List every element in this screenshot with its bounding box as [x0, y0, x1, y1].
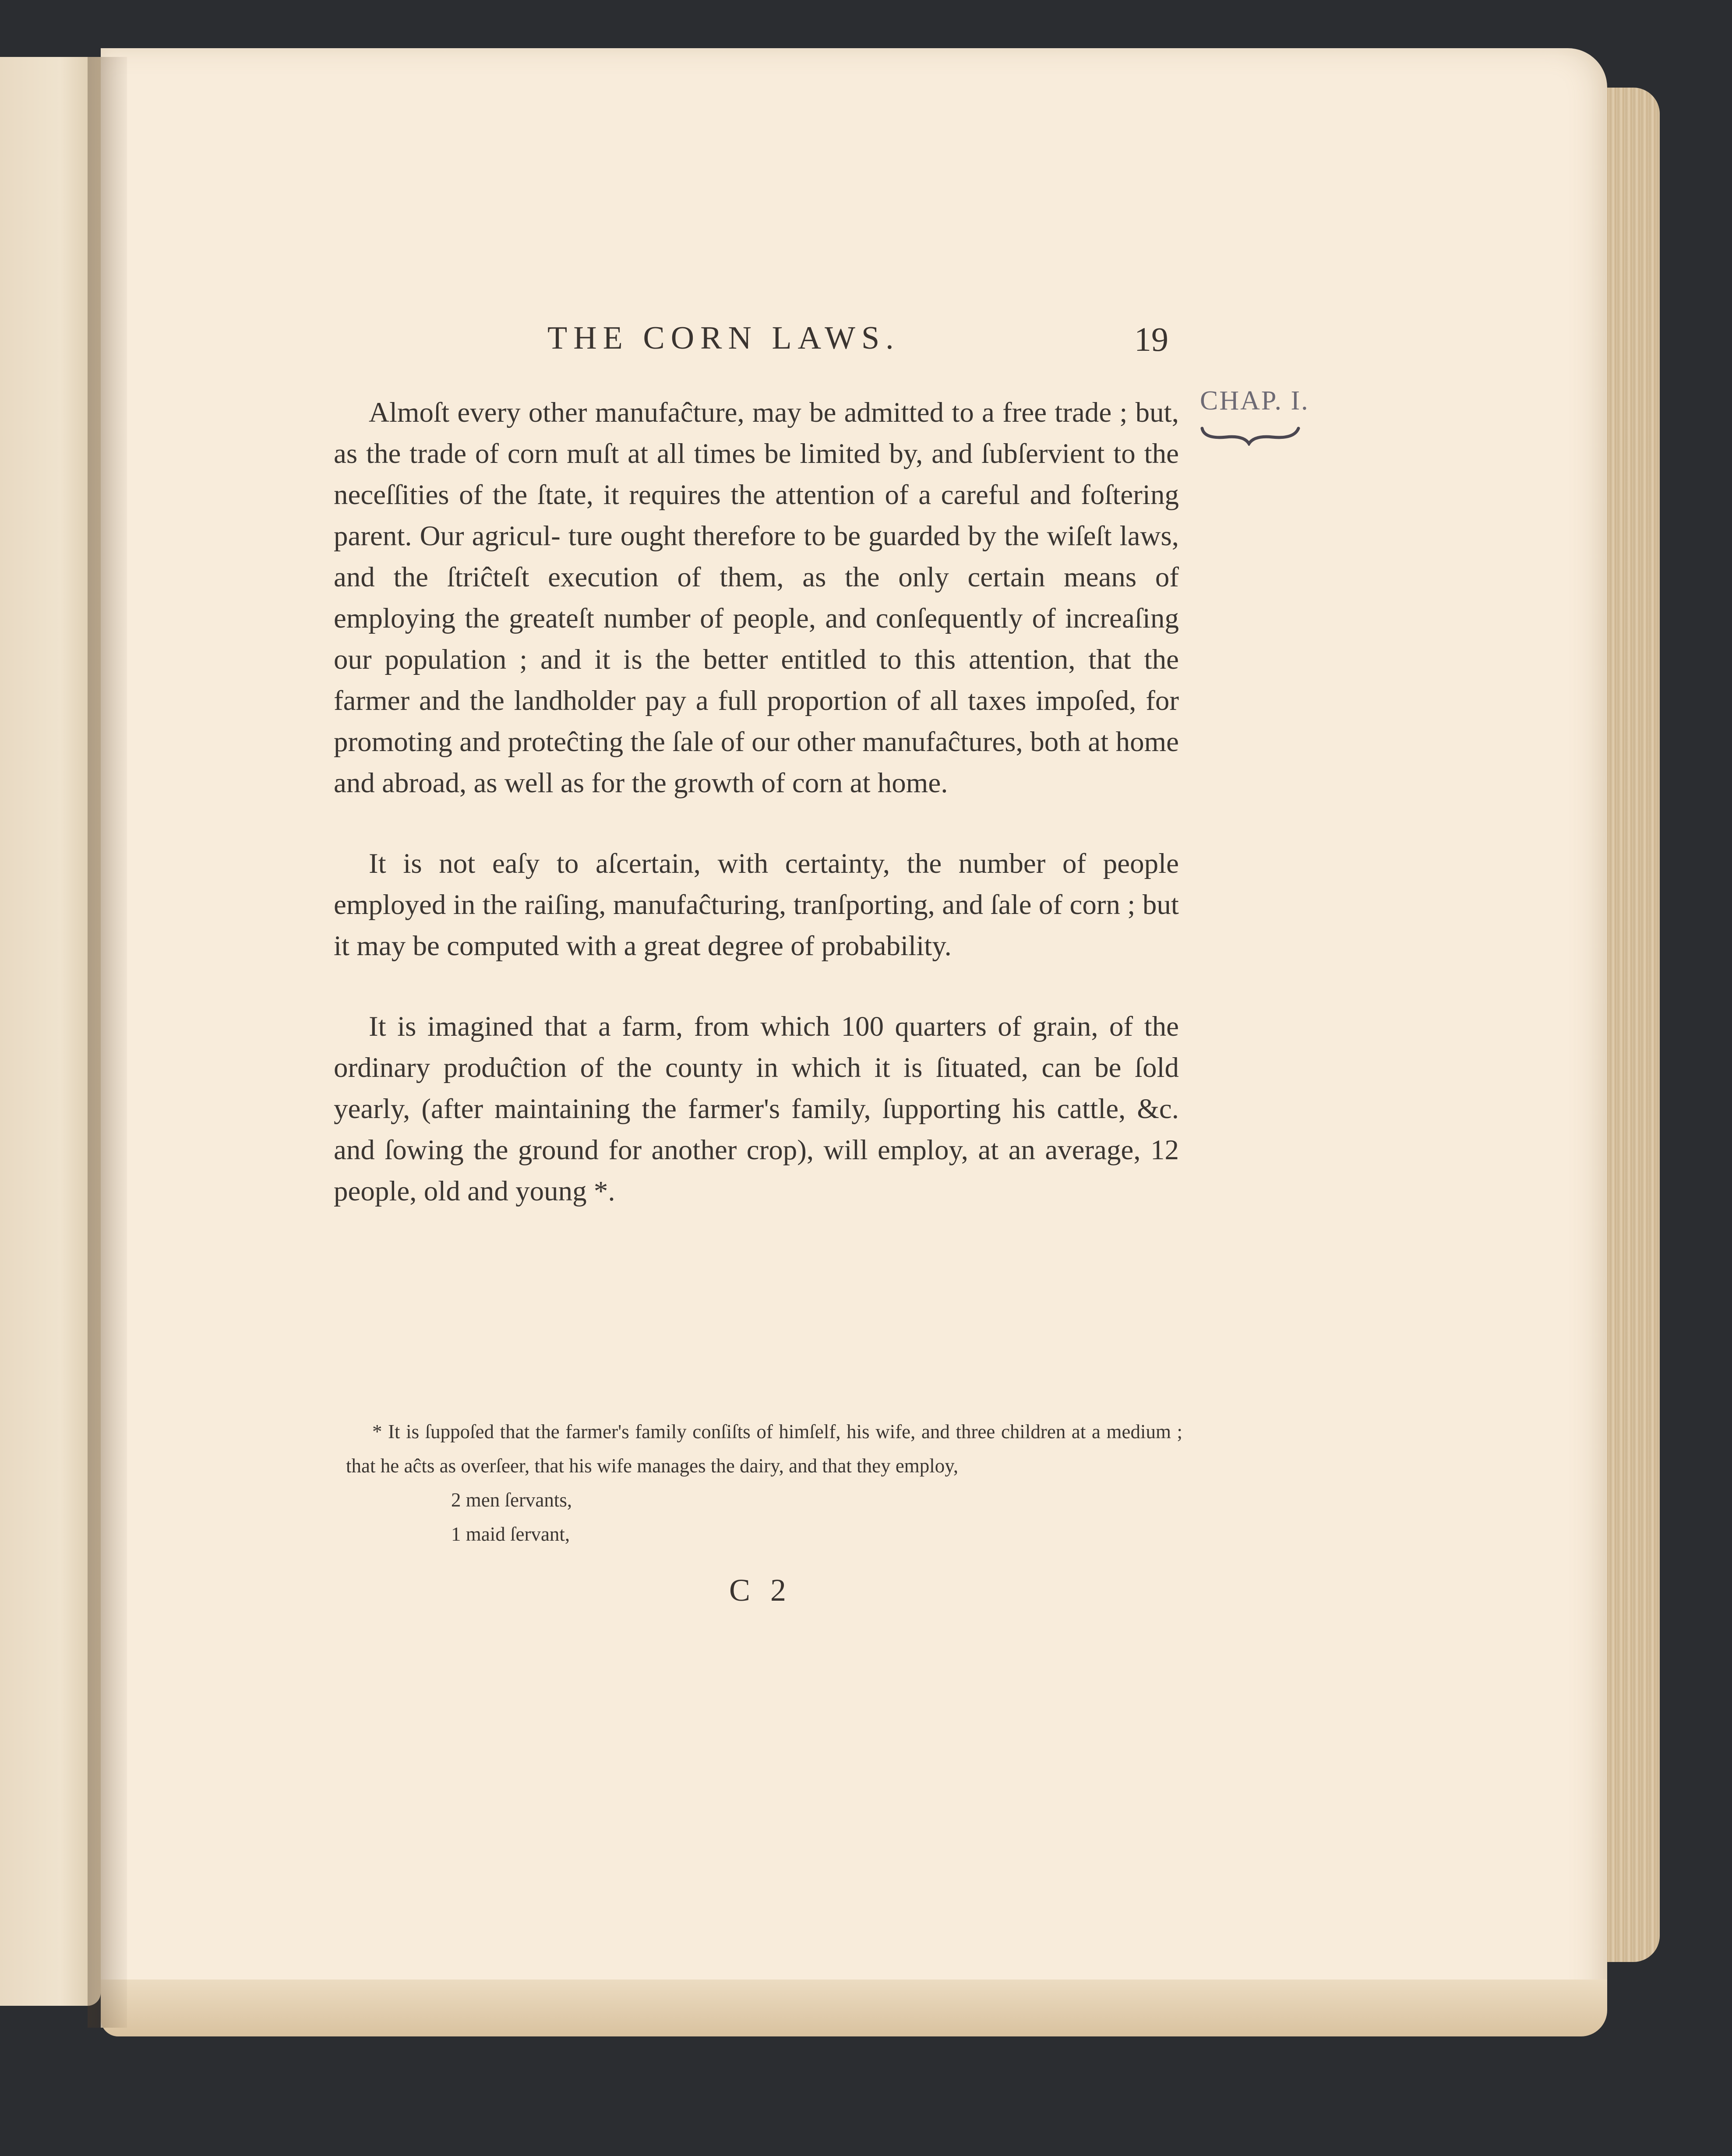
paragraph: It is imagined that a farm, from which 100 quarters of grain, of the ordinary produĉtion of the county in which it is ſituated, can be ſold yearly, (after maintaining the farmer's family, ſupporting his cattle, &c. and ſowing the ground for another crop), will employ, at an average, 12 people, old and young *.	[334, 1011, 1179, 1207]
running-title: THE CORN LAWS.	[547, 320, 900, 356]
main-text	[334, 392, 1179, 1212]
footnote-text: * It is ſuppoſed that the farmer's family conſiſts of himſelf, his wife, and three children at a medium ; that he aĉts as overſeer, that his wife manages the dairy, and that they employ,	[346, 1421, 1182, 1477]
facing-page	[0, 57, 101, 2006]
page-bottom-edge	[101, 1980, 1607, 2036]
paragraph: It is not eaſy to aſcertain, with certainty, the number of people employed in the raiſing, manufaĉturing, tranſporting, and ſale of corn ; but it may be computed with a great degree of probability.	[334, 848, 1179, 962]
footnote-list-item: 2 men ſervants,	[451, 1489, 572, 1511]
chapter-marginal-note: CHAP. I.	[1200, 386, 1309, 416]
gutter-shadow	[88, 57, 127, 2028]
brace-icon	[1200, 420, 1301, 446]
footnote	[346, 1415, 1182, 1551]
page-number: 19	[1134, 320, 1168, 358]
signature-mark: C 2	[729, 1573, 793, 1608]
paragraph: Almoſt every other manufaĉture, may be admitted to a free trade ; but, as the trade of corn muſt at all times be limited by, and ſubſervient to the neceſſities of the ſtate, it requires the attention of a careful and foſtering parent. Our agricul- ture ought therefore to be guarded by the wiſeſt laws, and the ſtriĉteſt execution of them, as the only certain means of employing the greateſt number of people, and conſequently of increaſing our population ; and it is the better entitled to this attention, that the farmer and the landholder pay a full proportion of all taxes impoſed, for promoting and proteĉting the ſale of our other manufaĉtures, both at home and abroad, as well as for the growth of corn at home.	[334, 397, 1179, 799]
footnote-list-item: 1 maid ſervant,	[451, 1523, 570, 1545]
